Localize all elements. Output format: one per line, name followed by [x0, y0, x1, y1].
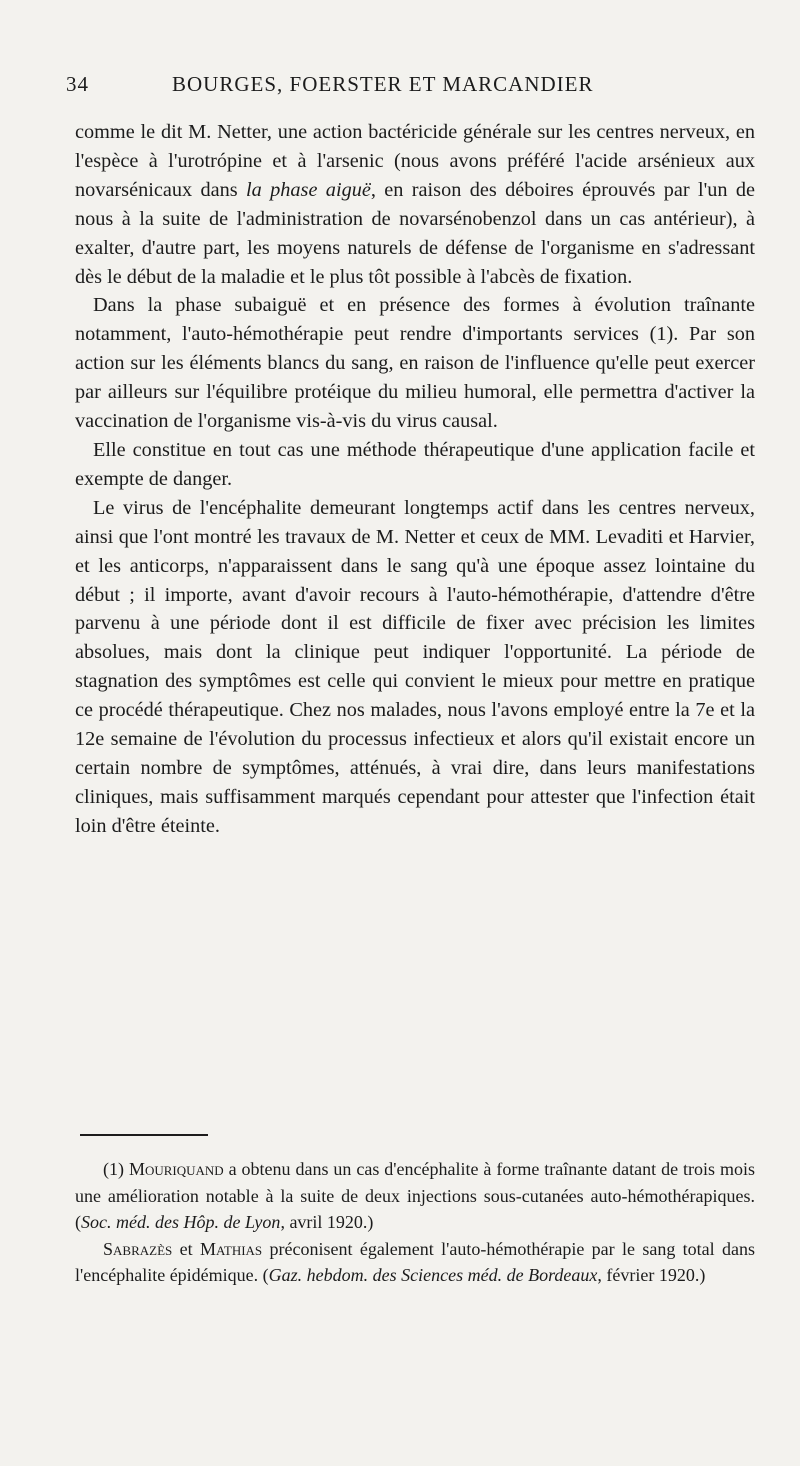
paragraph-1-text-a: comme le dit M. Netter, une action bactéricide générale sur les centres nerveux, en l'espèce à l'urotrópine et à l'arsenic (nous avons préféré l'acide arsénieux aux novarsénicaux dans	[75, 121, 755, 201]
page-number: 34	[66, 72, 89, 96]
paragraph-2: Dans la phase subaiguë et en présence des formes à évolution traînante notamment, l'auto-hémothérapie peut rendre d'importants services (1). Par son action sur les éléments blancs du sang, en raison de l'influence qu'elle peut exercer par ailleurs sur l'équilibre protéique du milieu humoral, elle permettra d'activer la vaccination de l'organisme vis-à-vis du virus causal.	[75, 294, 755, 433]
paragraph-1	[75, 118, 755, 291]
footnote-divider	[80, 1134, 208, 1136]
paragraph-1-text-c: , en raison des déboires éprouvés par l'un de nous à la suite de l'administration de novarsénobenzol dans un cas antérieur), à exalter, d'autre part, les moyens naturels de défense de l'organisme en s'adressant dès le début de la maladie et le plus tôt possible à l'abcès de fixation.	[75, 178, 756, 288]
footnote-1-date: , avril 1920.)	[280, 1212, 374, 1232]
footnote-2-date: , février 1920.)	[597, 1265, 706, 1285]
footnote-2-author-1: Sabrazès	[103, 1238, 173, 1259]
paragraph-4: Le virus de l'encéphalite demeurant longtemps actif dans les centres nerveux, ainsi que l'ont montré les travaux de M. Netter et ceux de MM. Levaditi et Harvier, et les anticorps, n'apparaissent dans le sang qu'à une époque assez lointaine du début ; il importe, avant d'avoir recours à l'auto-hémothérapie, d'attendre d'être parvenu à une période dont il est difficile de fixer avec précision les limites absolues, mais dont la clinique peut indiquer l'opportunité. La période de stagnation des symptômes est celle qui convient le mieux pour mettre en pratique ce procédé thérapeutique. Chez nos malades, nous l'avons employé entre la 7e et la 12e semaine de l'évolution du processus infectieux et alors qu'il existait encore un certain nombre de symptômes, atténués, à vrai dire, dans leurs manifestations cliniques, mais suffisamment marqués cependant pour attester que l'infection était loin d'être éteinte.	[75, 496, 755, 837]
footnote-2-and: et	[172, 1238, 200, 1259]
footnote-2	[75, 1236, 755, 1289]
footnote-1-text: a obtenu dans un cas d'encéphalite à forme traînante datant de trois mois une amélioration notable à la suite de deux injections sous-cutanées auto-hémothérapiques. (	[75, 1159, 755, 1232]
running-head: BOURGES, FOERSTER ET MARCANDIER	[172, 72, 594, 96]
paragraph-3: Elle constitue en tout cas une méthode thérapeutique d'une application facile et exempte de danger.	[75, 438, 755, 490]
footnote-1-source: Soc. méd. des Hôp. de Lyon	[81, 1212, 281, 1232]
footnotes	[75, 1156, 755, 1289]
footnote-2-source: Gaz. hebdom. des Sciences méd. de Bordeaux	[268, 1265, 598, 1285]
paragraph-1-italic: la phase aiguë	[246, 178, 371, 201]
footnote-1	[75, 1156, 755, 1236]
body-text	[75, 118, 755, 841]
footnote-1-marker: (1)	[103, 1159, 129, 1179]
footnote-2-text: préconisent également l'auto-hémothérapie par le sang total dans l'encéphalite épidémique. (	[75, 1238, 755, 1285]
footnote-2-author-2: Mathias	[199, 1238, 263, 1259]
footnote-1-author: Mouriquand	[128, 1159, 224, 1179]
